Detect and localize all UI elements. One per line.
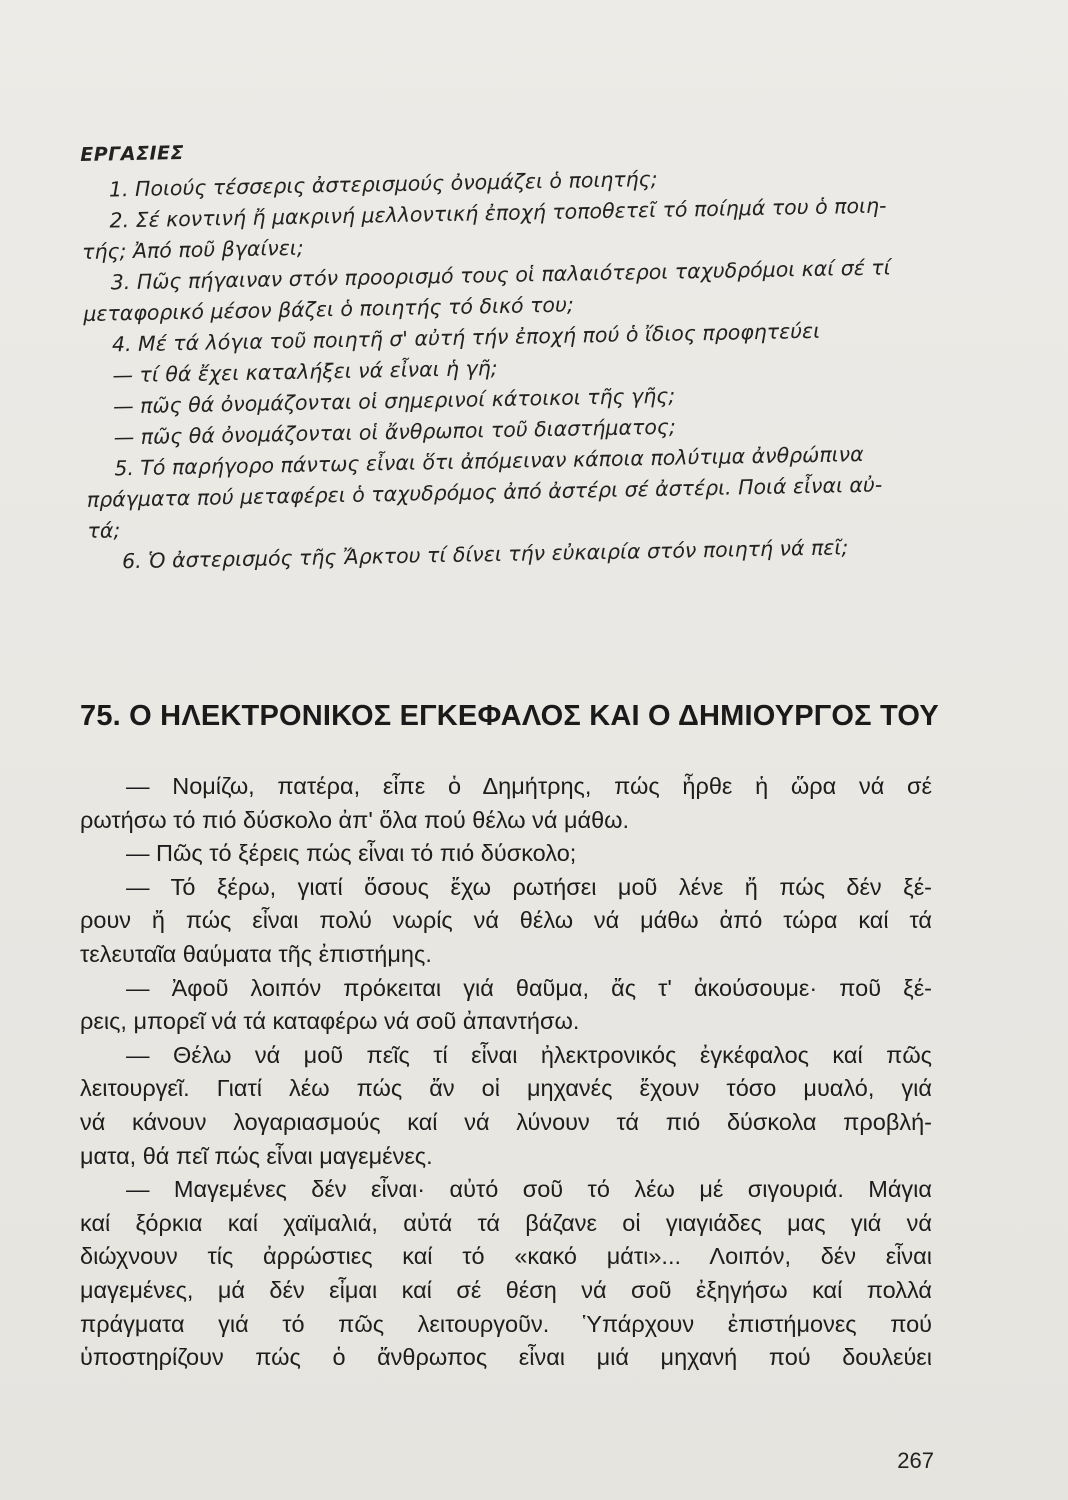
body-line: τελευταῖα θαύματα τῆς ἐπιστήμης. [80,940,432,967]
exercise-line: — πῶς θά ὀνομάζονται οἱ σημερινοί κάτοικοι τῆς γῆς; [112,383,676,419]
chapter-title: 75. Ο ΗΛΕΚΤΡΟΝΙΚΟΣ ΕΓΚΕΦΑΛΟΣ ΚΑΙ Ο ΔΗΜΙΟΥΡΓΟΣ ΤΟΥ [80,700,939,732]
body-line: — Μαγεμένες δέν εἶναι· αὐτό σοῦ τό λέω μέ σιγουριά. Μάγια [126,1176,932,1203]
exercise-line: 2. Σέ κοντινή ἤ μακρινή μελλοντική ἐποχή τοποθετεῖ τό ποίημά του ὁ ποιη- [109,193,887,233]
body-line: πράγματα γιά τό πῶς λειτουργοῦν. Ὑπάρχουν ἐπιστήμονες πού [80,1310,932,1337]
body-line: ματα, θά πεῖ πώς εἶναι μαγεμένες. [80,1142,433,1169]
body-line: καί ξόρκια καί χαϊμαλιά, αὐτά τά βάζανε οἱ γιαγιάδες μας γιά νά [80,1209,932,1236]
body-line: — Νομίζω, πατέρα, εἶπε ὁ Δημήτρης, πώς ἦρθε ἡ ὥρα νά σέ [126,773,932,799]
exercises-section [80,123,948,577]
exercise-line: 5. Τό παρήγορο πάντως εἶναι ὅτι ἀπόμειναν κάποια πολύτιμα ἀνθρώπινα [114,442,864,481]
exercise-line: 4. Μέ τά λόγια τοῦ ποιητῆ σ' αὐτή τήν ἐποχή πού ὁ ἴδιος προφητεύει [111,318,821,357]
body-line: — Πῶς τό ξέρεις πώς εἶναι τό πιό δύσκολο; [126,840,577,867]
body-line: μαγεμένες, μά δέν εἶμαι καί σέ θέση νά σοῦ ἐξηγήσω καί πολλά [80,1276,932,1303]
exercises-heading: ΕΡΓΑΣΙΕΣ [80,142,185,166]
exercise-line: μεταφορικό μέσον βάζει ὁ ποιητής τό δικό του; [83,292,574,326]
body-line: λειτουργεῖ. Γιατί λέω πώς ἄν οἱ μηχανές ἔχουν τόσο μυαλό, γιά [80,1075,932,1102]
body-line: διώχνουν τίς ἀρρώστιες καί τό «κακό μάτι»... Λοιπόν, δέν εἶναι [80,1243,932,1270]
exercise-line: — πῶς θά ὀνομάζονται οἱ ἄνθρωποι τοῦ διαστήματος; [113,414,677,450]
body-line: ὑποστηρίζουν πώς ὁ ἄνθρωπος εἶναι μιά μηχανή πού δουλεύει [80,1344,932,1371]
body-line: — Ἀφοῦ λοιπόν πρόκειται γιά θαῦμα, ἄς τ' ἀκούσουμε· ποῦ ξέ- [126,974,932,1001]
exercise-line: — τί θά ἔχει καταλήξει νά εἶναι ἡ γῆ; [112,356,498,388]
exercise-line: 3. Πῶς πήγαιναν στόν προορισμό τους οἱ παλαιότεροι ταχυδρόμοι καί σέ τί [110,255,891,295]
body-line: ρωτήσω τό πιό δύσκολο ἀπ' ὅλα πού θέλω νά μάθω. [80,806,630,833]
body-line: ρουν ἤ πώς εἶναι πολύ νωρίς νά θέλω νά μάθω ἀπό τώρα καί τά [80,907,932,934]
exercise-line: τά; [87,518,121,543]
page-number: 267 [897,1448,934,1473]
exercise-line: τής; Ἀπό ποῦ βγαίνει; [81,235,304,264]
body-text [80,770,932,1375]
body-line: νά κάνουν λογαριασμούς καί νά λύνουν τά πιό δύσκολα προβλή- [80,1108,932,1135]
body-line: ρεις, μπορεῖ νά τά καταφέρω νά σοῦ ἀπαντήσω. [80,1008,580,1035]
exercise-line: 6. Ὁ ἀστερισμός τῆς Ἄρκτου τί δίνει τήν εὐκαιρία στόν ποιητή νά πεῖ; [121,535,849,574]
exercise-line: 1. Ποιούς τέσσερις ἀστερισμούς ὀνομάζει ὁ ποιητής; [108,166,658,202]
body-line: — Τό ξέρω, γιατί ὅσους ἔχω ρωτήσει μοῦ λένε ἤ πώς δέν ξέ- [126,873,932,900]
body-line: — Θέλω νά μοῦ πεῖς τί εἶναι ἠλεκτρονικός ἐγκέφαλος καί πῶς [126,1041,932,1068]
exercise-line: πράγματα πού μεταφέρει ὁ ταχυδρόμος ἀπό ἀστέρι σέ ἀστέρι. Ποιά εἶναι αὐ- [86,472,883,512]
